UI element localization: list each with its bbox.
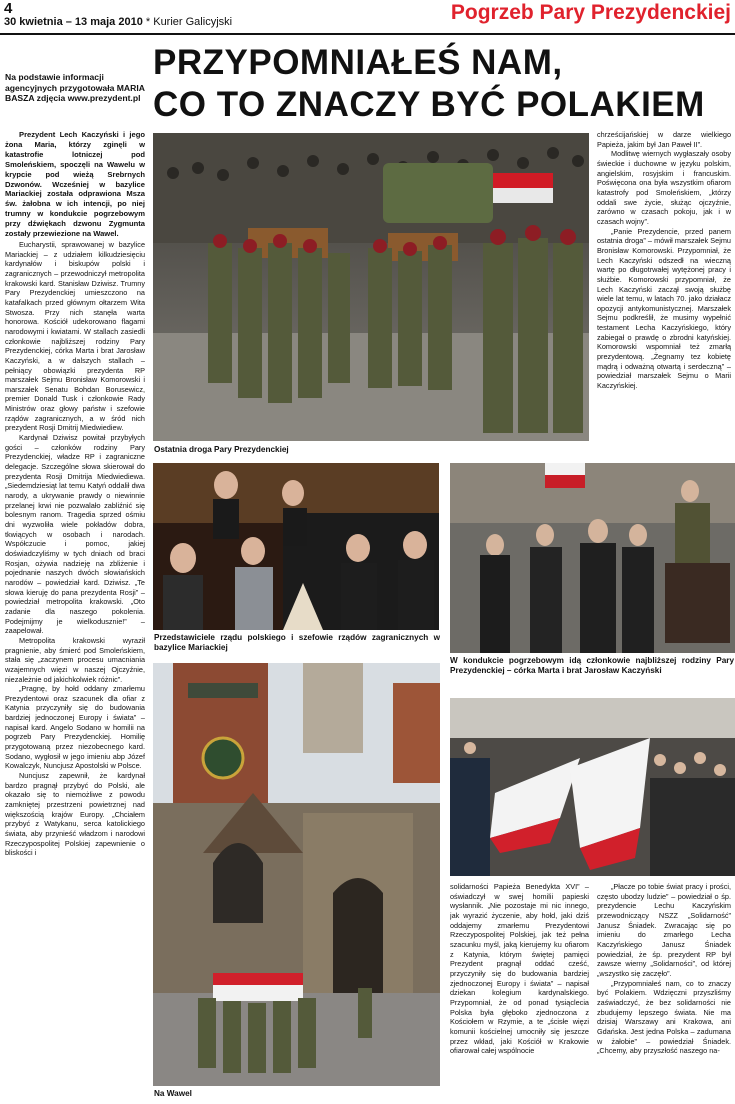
photo-basilica-officials xyxy=(153,463,439,630)
paragraph: „Pragnę, by hołd oddany zmarłemu Prezydentowi oraz szacunek dla ofiar z Katynia przyczyniły się do budowania bardziej jednoczonej Europy i świata” – napisał kard. Angelo Sodano w homilii na pogrzeb Pary Prezydenckiej. Homilię przygotowaną przez niezobecnego kard. Sodano, wygłosił w jego imieniu abp Józef Kowalczyk, Nuncjusz Apostolski w Polsce. xyxy=(5,684,145,771)
paragraph: Nuncjusz zapewnił, że kardynał bardzo pragnął przybyć do Polski, ale okazało się to niemożliwe z powodu zamkniętej przestrzeni powietrznej nad większością krajów Europy. „Chciałem przybyć z Watykanu, serca katolickiego świata, aby przynieść władzom i narodowi Rzeczypospolitej Polskiej zapewnienie o bliskości i xyxy=(5,771,145,858)
caption-basilica-text: Przedstawiciele rządu polskiego i szefowie rządów zagranicznych w bazylice Mariackiej xyxy=(154,633,440,653)
article-lead: Prezydent Lech Kaczyński i jego żona Maria, którzy zginęli w katastrofie lotniczej pod Smoleńskiem, spoczęli na Wawelu w krypcie pod wieżą Srebrnych Dzwonów. Wcześniej w bazylice Mariackiej została odprawiona Msza św. żałobna w ich intencji, po niej trumny w kondukcie pogrzebowym przy dźwiękach dzwonu Zygmunta zostały przewiezione na Wawel. xyxy=(5,130,145,239)
text-column-left xyxy=(5,130,145,1100)
paragraph: „Płacze po tobie świat pracy i prości, często ubodzy ludzie” – powiedział o śp. prezydencie Lechu Kaczyńskim przewodniczący NSZZ „Solidarność” Janusz Śniadek. Zwracając się po imieniu do zmarłego Lecha Kaczyńskiego Janusz Śniadek powiedział, że śp. prezydent RP był zawsze wierny „Solidarności”, od której „wszystko się zaczęło”. xyxy=(597,882,731,978)
paragraph: „Przypomniałeś nam, co to znaczy być Polakiem. Wdzięczni przyszliśmy zaświadczyć, że bez solidarności nie zbudujemy lepszego świata. Nie ma dzisiaj Warszawy ani Krakowa, ani Gdańska. Jest jedna Polska – zadumana w żałobie” – powiedział Śniadek. „Chcemy, aby przyszłość naszego na- xyxy=(597,978,731,1056)
text-column-middle-bottom xyxy=(450,882,589,1102)
paragraph: Modlitwę wiernych wygłaszały osoby świeckie i duchowne w języku polskim, angielskim, rosyjskim i francuskim. Poświęcona ona była wszystkim ofiarom katastrofy pod Smoleńskiem, „którzy oddali swe życie, służąc ojczyźnie, zarówno w czasach pokoju, jak i w czasach wojny”. xyxy=(597,149,731,226)
headline-line-2: CO TO ZNACZY BYĆ POLAKIEM xyxy=(153,85,705,124)
headline-line-1: PRZYPOMNIAŁEŚ NAM, xyxy=(153,43,563,82)
publication-name: * Kurier Galicyjski xyxy=(145,16,233,28)
article-credit: Na podstawie informacji agencyjnych przygotowała MARIA BASZA zdjęcia www.prezydent.pl xyxy=(5,72,145,104)
caption-wawel-photo: Na Wawel xyxy=(154,1089,192,1098)
paragraph: Eucharystii, sprawowanej w bazylice Mariackiej – z udziałem kilkudziesięciu kardynałów i biskupów polski i zagranicznych – przewodniczył metropolita krakowski kard. Stanisław Dziwisz. Trumny Pary Prezydenckiej umieszczono na katafalkach przed głównym ołtarzem Wita Stwosza. Przy nich stanęła warta honorowa. Kościół udekorowano flagami narodowymi i kwiatami. W stallach zasiedli członkowie najbliższej rodziny Pary Prezydenckiej, córka Marta i brat Jarosław Kaczyński, a w dalszych stallach – pełniący obowiązki prezydenta RP marszałek Sejmu Bronisław Komorowski i marszałek Senatu Bohdan Borusewicz, premier Donald Tusk i członkowie Rady Ministrów oraz głowy państw i szefowie rządów zagranicznych, a w śród nich prezydent Rosji Dmitrij Miedwiediew. xyxy=(5,239,145,433)
page-number: 4 xyxy=(4,0,13,17)
issue-date-text: 30 kwietnia – 13 maja 2010 xyxy=(4,16,143,28)
headline xyxy=(153,42,733,126)
paragraph: „Panie Prezydencie, przed panem ostatnia droga” – mówił marszałek Sejmu Bronisław Komorowski. Przypomniał, że Lech Kaczyński odszedł na wieczną wartę po długotrwałej wytężonej pracy i służbie. Komorowski przypomniał, że Lech Kaczyński zaczął swoją służbę wiele lat temu, w latach 70. jako działacz opozycji antykomunistycznej. Marszałek Sejmu podkreślił, że musimy wypełnić testament Lecha Kaczyńskiego, który zabiegał o prawdę o zbrodni katyńskiej. Komorowski wspomniał też zmarłą prezydentową. „Żegnamy tez kobietę mądrą i odważną otwartą i serdeczną” – powiedział marszałek Sejmu o Marii Kaczyńskiej. xyxy=(597,226,731,391)
paragraph: Kardynał Dziwisz powitał przybyłych gości – członków rodziny Pary Prezydenckiej, władze RP i zagraniczne delegacje. Szczególne słowa skierował do prezydenta Rosji Dmitrija Miedwiediewa. „Siedemdziesiąt lat temu Katyń oddalił dwa narody, a ukrywanie prawdy o niewinnie przelanej krwi nie pozwalało zabliźnić się bolesnym ranom. Tragedia sprzed ośmiu dni wyzwoliła wiele pokładów dobra, tkwiących w osobach i narodach. Współczucie i pomoc, jakiej doświadczyliśmy w tych dniach od braci Rosjan, ożywia nadzieję na zbliżenie i pojednanie naszych dwóch słowiańskich narodów – powiedział kard. Dziwisz. „Te słowa kieruję do pana prezydenta Rosji” – powiedział metropolita krakowski. „Oto zadanie dla naszego pokolenia. Podejmijmy je wielkodusznie!” – zaapelował. xyxy=(5,433,145,636)
section-title: Pogrzeb Pary Prezydenckiej xyxy=(450,1,731,24)
photo-wawel-cathedral xyxy=(153,663,440,1086)
photo-family-procession xyxy=(450,463,735,653)
page-header xyxy=(0,0,735,34)
caption-basilica-photo xyxy=(154,633,440,654)
text-column-right-bottom xyxy=(597,882,731,1102)
header-rule xyxy=(0,33,735,35)
photo-flags-crowd xyxy=(450,698,735,876)
text-column-right-top xyxy=(597,130,731,460)
photo-funeral-procession xyxy=(153,133,589,441)
paragraph: solidarności Papieża Benedykta XVI” – oświadczył w swej homilii papieski wysłannik. „Nie pozostaje mi nic innego, jak wyrazić życzenie, aby hołd, jaki dziś oddajemy zmarłemu Prezydentowi Rzeczypospolitej Polskiej, jak też pełna szacunku myśl, jaką kierujemy ku ofiarom z Katynia, którym świętej pamięci Prezydent pragnął oddać cześć, przyczyniły się do budowania bardziej zjednoczonej Europy i świata” – napisał dziekan kolegium kardynalskiego. Przypomniał, że od ponad tysiąclecia Polska była głęboko zjednoczona z Kościołem w Rzymie, a te „ścisłe więzi komunii kościelnej umocniły się jeszcze przez wkład, jaki Kościół w Krakowie ofiarował całej wspólnocie xyxy=(450,882,589,1056)
caption-main-photo: Ostatnia droga Pary Prezydenckiej xyxy=(154,445,289,454)
caption-family-text: W kondukcie pogrzebowym idą członkowie najbliższej rodziny Pary Prezydenckiej – córka Marta i brat Jarosław Kaczyński xyxy=(450,656,734,676)
paragraph: chrześcijańskiej w darze wielkiego Papieża, jakim był Jan Paweł II”. xyxy=(597,130,731,149)
issue-date xyxy=(4,16,232,28)
caption-family-photo xyxy=(450,656,734,677)
paragraph: Metropolita krakowski wyraził pragnienie, aby śmierć pod Smoleńskiem, stała się „zaczynem procesu umacniania wzajemnych więzi w naszej Ojczyźnie, niezależnie od jakichkolwiek różnic”. xyxy=(5,635,145,684)
